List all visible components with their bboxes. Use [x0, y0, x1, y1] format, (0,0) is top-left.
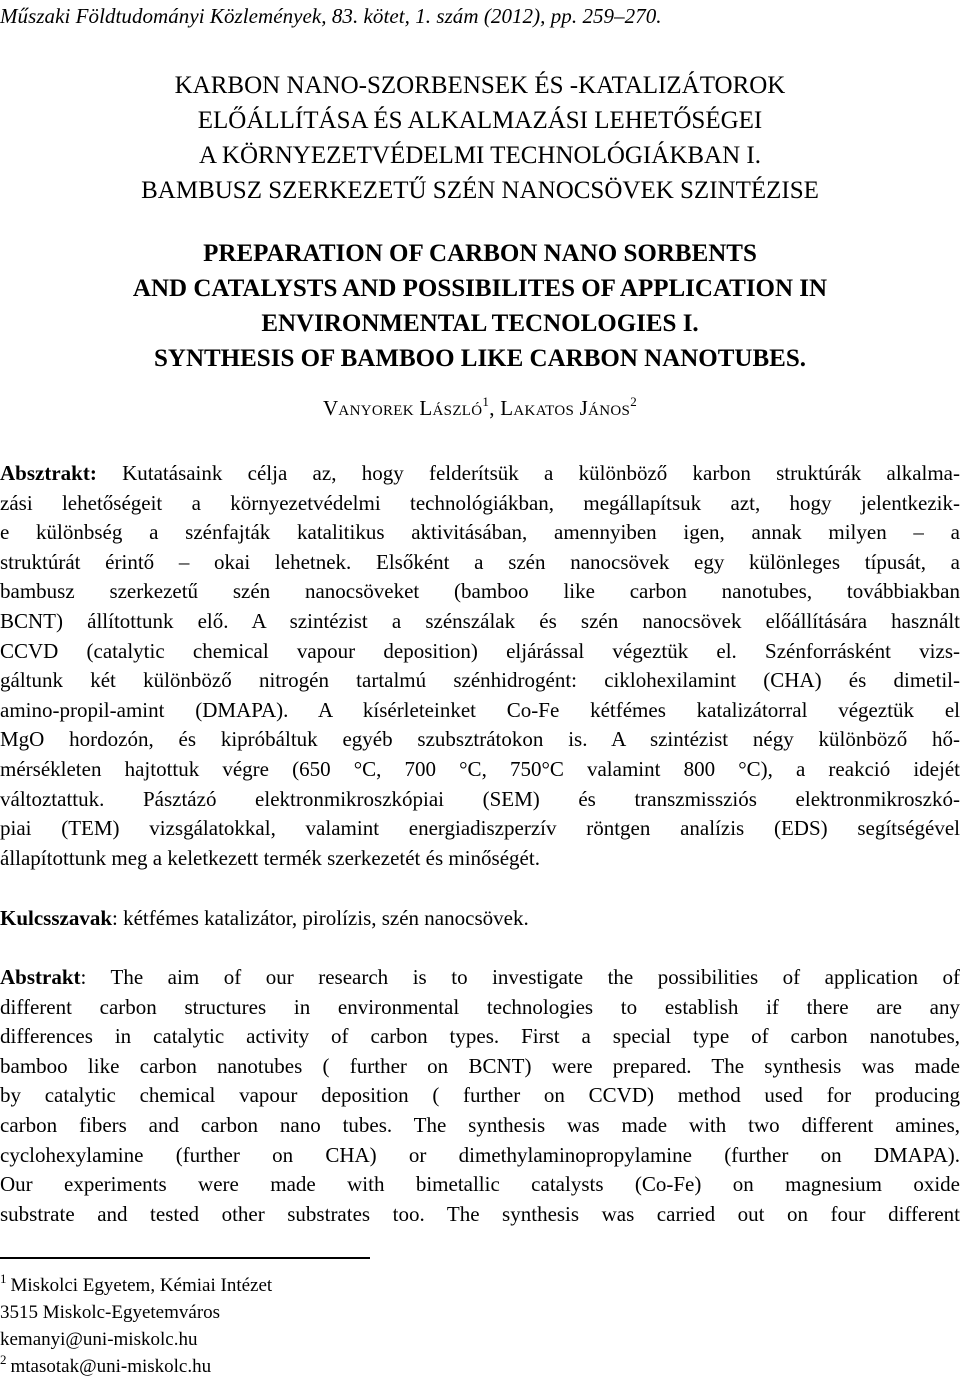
- footnotes: [0, 1272, 272, 1380]
- abstract-en-line: [0, 963, 960, 993]
- abstract-hu-line: változtattuk. Pásztázó elektronmikroszkópiai (SEM) és transzmissziós elektronmikroszkó-: [0, 786, 960, 811]
- abstract-en-line: different carbon structures in environmental technologies to establish if there are any: [0, 994, 960, 1019]
- abstract-en-line: carbon fibers and carbon nano tubes. The synthesis was made with two different amines,: [0, 1112, 960, 1137]
- title-en-line: PREPARATION OF CARBON NANO SORBENTS: [203, 240, 757, 267]
- title-en-line: ENVIRONMENTAL TECNOLOGIES I.: [261, 310, 699, 337]
- author-line: [0, 396, 960, 421]
- abstract-en-line: cyclohexylamine (further on CHA) or dimethylaminopropylamine (further on DMAPA).: [0, 1142, 960, 1167]
- abstract-en-text: : The aim of our research is to investigate the possibilities of application of: [80, 965, 960, 989]
- abstract-en-label: Abstrakt: [0, 965, 81, 989]
- abstract-hu-line: zási lehetőségeit a környezetvédelmi technológiákban, megállapítsuk azt, hogy jelentkezik-: [0, 490, 960, 515]
- title-hu-line: ELŐÁLLÍTÁSA ÉS ALKALMAZÁSI LEHETŐSÉGEI: [197, 107, 763, 134]
- footnote-line: [0, 1272, 272, 1299]
- author-name: Vanyorek László: [322, 396, 483, 420]
- abstract-en-line: differences in catalytic activity of carbon types. First a special type of carbon nanotubes,: [0, 1024, 960, 1049]
- abstract-en-line: bamboo like carbon nanotubes ( further on BCNT) were prepared. The synthesis was made: [0, 1053, 960, 1078]
- title-english: [0, 236, 960, 376]
- keywords-text: : kétfémes katalizátor, pirolízis, szén nanocsövek.: [112, 906, 529, 930]
- abstract-hu-line: CCVD (catalytic chemical vapour deposition) eljárással végeztük el. Szénforrásként vizs-: [0, 638, 960, 663]
- footnote-email: kemanyi@uni-miskolc.hu: [0, 1329, 198, 1350]
- title-hu-line: A KÖRNYEZETVÉDELMI TECHNOLÓGIÁKBAN I.: [199, 142, 761, 169]
- affiliation-marker: 1: [482, 394, 490, 409]
- abstract-hu-line: e különbség a szénfajták katalitikus aktivitásában, amennyiben igen, annak milyen – a: [0, 520, 960, 545]
- journal-header: Műszaki Földtudományi Közlemények, 83. kötet, 1. szám (2012), pp. 259–270.: [0, 4, 662, 28]
- footnote-marker: 1: [0, 1271, 7, 1286]
- keywords-paragraph: [0, 904, 960, 934]
- author-name: Lakatos János: [500, 396, 631, 420]
- abstract-hu-line: gáltunk két különböző nitrogén tartalmú szénhidrogént: ciklohexilamint (CHA) és dimetil-: [0, 668, 960, 693]
- abstract-hu-line: struktúrát érintő – okai lehetnek. Elsőként a szén nanocsövek egy különleges típusát, a: [0, 549, 960, 574]
- abstract-en-line: substrate and tested other substrates too. The synthesis was carried out on four different: [0, 1201, 960, 1226]
- footnote-email: mtasotak@uni-miskolc.hu: [10, 1356, 212, 1377]
- footnote-marker: 2: [0, 1352, 7, 1367]
- abstract-hu-line: BCNT) állítottunk elő. A szintézist a szénszálak és szén nanocsövek előállítására használt: [0, 608, 960, 633]
- footnote-line: 3515 Miskolc-Egyetemváros: [0, 1302, 221, 1323]
- affiliation-marker: 2: [630, 394, 638, 409]
- footnote-divider: [0, 1257, 370, 1259]
- abstract-english: [0, 963, 960, 1229]
- title-hungarian: [0, 68, 960, 208]
- abstract-hu-line: piai (TEM) vizsgálatokkal, valamint energiadiszperzív röntgen analízis (EDS) segítségével: [0, 816, 960, 841]
- abstract-en-line: by catalytic chemical vapour deposition ( further on CCVD) method used for producing: [0, 1083, 960, 1108]
- keywords-line: [0, 904, 960, 934]
- keywords-label: Kulcsszavak: [0, 906, 113, 930]
- footnote-line: [0, 1353, 272, 1380]
- abstract-hu-line: bambusz szerkezetű szén nanocsöveket (bamboo like carbon nanotubes, továbbiakban: [0, 579, 960, 604]
- title-hu-line: KARBON NANO-SZORBENSEK ÉS -KATALIZÁTOROK: [174, 72, 786, 99]
- abstract-en-line: Our experiments were made with bimetallic catalysts (Co-Fe) on magnesium oxide: [0, 1172, 960, 1197]
- abstract-hu-label: Absztrakt:: [0, 461, 97, 485]
- title-en-line: SYNTHESIS OF BAMBOO LIKE CARBON NANOTUBES.: [154, 345, 806, 372]
- abstract-hu-line: mérsékleten hajtottuk végre (650 °C, 700 °C, 750°C valamint 800 °C), a reakció idejét: [0, 756, 960, 781]
- abstract-hu-line: MgO hordozón, és kipróbáltuk egyéb szubsztrátokon is. A szintézist négy különböző hő-: [0, 727, 960, 752]
- abstract-hu-line: amino-propil-amint (DMAPA). A kísérleteinket Co-Fe kétfémes katalizátorral végeztük el: [0, 697, 960, 722]
- abstract-hungarian: [0, 459, 960, 873]
- abstract-hu-line: állapítottunk meg a keletkezett termék szerkezetét és minőségét.: [0, 845, 540, 870]
- abstract-hu-line: [0, 459, 960, 489]
- abstract-hu-text: Kutatásaink célja az, hogy felderítsük a különböző karbon struktúrák alkalma-: [96, 461, 960, 485]
- title-hu-line: BAMBUSZ SZERKEZETŰ SZÉN NANOCSÖVEK SZINTÉZISE: [141, 177, 819, 204]
- footnote-text: Miskolci Egyetem, Kémiai Intézet: [10, 1275, 273, 1296]
- title-en-line: AND CATALYSTS AND POSSIBILITES OF APPLICATION IN: [132, 275, 828, 302]
- author-separator: ,: [489, 396, 501, 420]
